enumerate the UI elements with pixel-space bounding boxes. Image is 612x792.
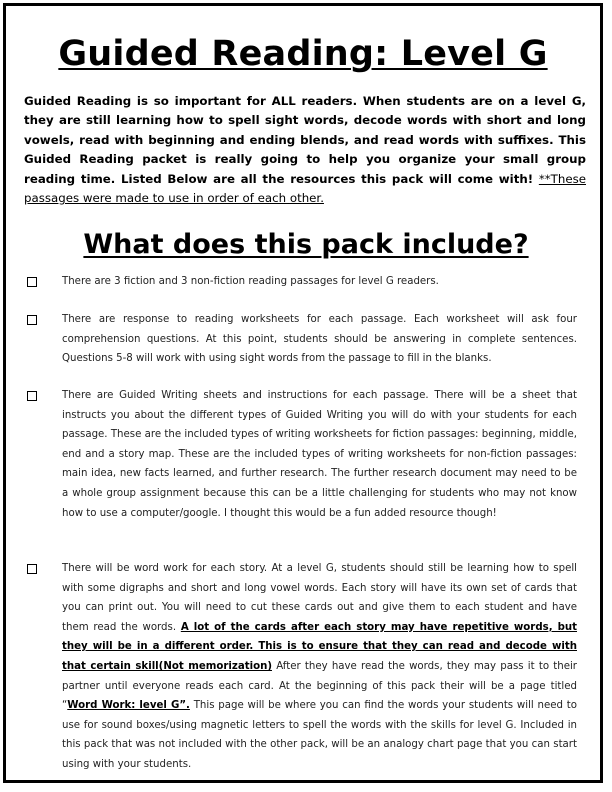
word-work-emphasis: A lot of the cards after each story may have repetitive words, but they will be in a different order. This is to ensure that they can read and decode with that certain skill(Not memorization) xyxy=(62,621,578,672)
word-work-text: After they have read the words, they may pass it to their partner until everyone reads each card. At the beginning of this pack their will be a page titled “ xyxy=(62,660,577,712)
word-work-page-title: Word Work: level G”. xyxy=(67,700,190,712)
checkbox-icon xyxy=(27,277,37,287)
intro-paragraph xyxy=(24,92,586,208)
page-title: Guided Reading: Level G xyxy=(58,34,548,74)
intro-note: **These passages were made to use in order of each other. xyxy=(24,171,586,206)
intro-text: Guided Reading is so important for ALL readers. When students are on a level G, they are still learning how to spell sight words, decode words with short and long vowels, read with beginning and ending blends, and read words with suffixes. This Guided Reading packet is really going to help you organize your small group reading time. Listed Below are all the resources this pack will come with! xyxy=(24,94,586,186)
list-item-text: There are 3 fiction and 3 non-fiction reading passages for level G readers. xyxy=(62,276,439,287)
checkbox-icon xyxy=(27,391,37,401)
list-item-text: There are response to reading worksheets for each passage. Each worksheet will ask four comprehension questions. At this point, students should be answering in complete sentences. Questions 5-8 will work with using sight words from the passage to fill in the blanks. xyxy=(62,314,577,365)
word-work-text: There will be word work for each story. At a level G, students should still be learning how to spell with some digraphs and short and long vowel words. Each story will have its own set of cards that you can print out. You will need to cut these cards out and give them to each student and have them read the words. xyxy=(62,563,577,633)
checkbox-icon xyxy=(27,315,37,325)
word-work-text: This page will be where you can find the words your students will need to use for sound boxes/using magnetic letters to spell the words with the skills for level G. Included in this pack that was not included with the other pack, will be an analogy chart page that you can start using with your students. xyxy=(62,700,578,770)
list-item-text xyxy=(62,559,577,775)
section-heading: What does this pack include? xyxy=(83,229,529,260)
list-item-text: There are Guided Writing sheets and instructions for each passage. There will be a sheet that instructs you about the different types of Guided Writing you will do with your students for each passage. These are the included types of writing worksheets for fiction passages: beginning, middle, end and a story map. These are the included types of writing worksheets for non-fiction passages: main idea, new facts learned, and further research. The further research document may need to be a whole group assignment because this can be a little challenging for students who may not know how to use a computer/google. I thought this would be a fun added resource though! xyxy=(62,390,577,519)
checkbox-icon xyxy=(27,564,37,574)
